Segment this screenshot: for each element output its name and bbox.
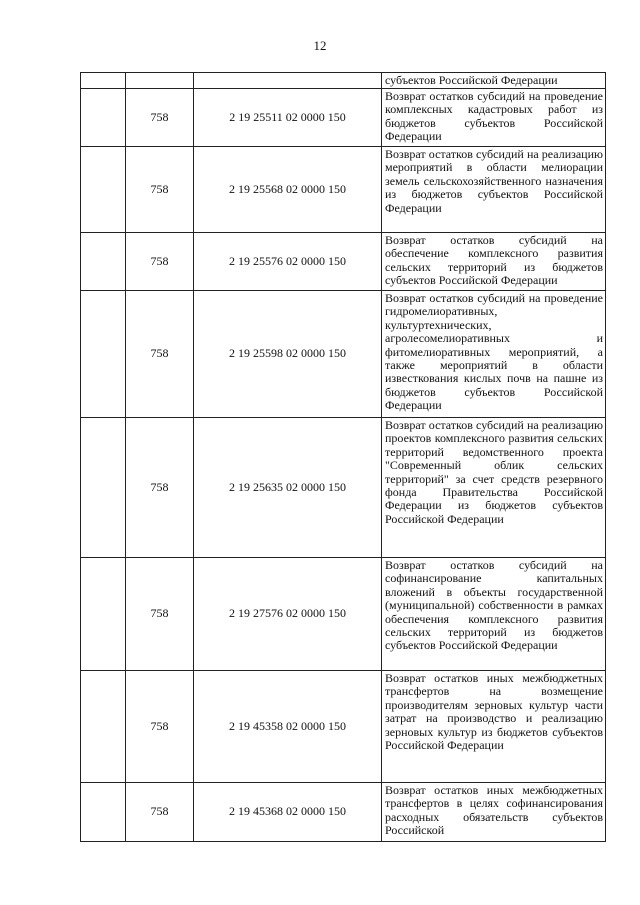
table-row [81,671,606,783]
budget-code-cell: 2 19 45368 02 0000 150 [194,783,382,842]
admin-code-cell [126,73,194,89]
table-row [81,89,606,147]
admin-code-cell: 758 [126,291,194,418]
row-number-cell [81,558,126,671]
income-name-cell: Возврат остатков субсидий на обеспечение комплексного развития сельских территорий из бюджетов субъектов Российской Федерации [382,233,606,291]
income-name-cell: Возврат остатков субсидий на реализацию проектов комплексного развития сельских территорий ведомственного проекта "Современный облик сельских территорий" за счет средств резервного фонда Правительства Российской Федерации из бюджетов субъектов Российской Федерации [382,418,606,558]
admin-code-cell: 758 [126,233,194,291]
page-number: 12 [313,38,327,53]
row-number-cell [81,291,126,418]
row-number-cell [81,671,126,783]
row-number-cell [81,147,126,233]
table-row [81,233,606,291]
budget-code-cell: 2 19 45358 02 0000 150 [194,671,382,783]
budget-code-cell: 2 19 27576 02 0000 150 [194,558,382,671]
table-row [81,783,606,842]
income-name-cell: Возврат остатков субсидий на проведение гидромелиоративных, культуртехнических, агролесомелиоративных и фитомелиоративных мероприятий, а также мероприятий в области известкования кислых почв на пашне из бюджетов субъектов Российской Федерации [382,291,606,418]
budget-code-cell: 2 19 25598 02 0000 150 [194,291,382,418]
admin-code-cell: 758 [126,147,194,233]
table-row [81,73,606,89]
admin-code-cell: 758 [126,671,194,783]
income-name-cell: Возврат остатков субсидий на софинансирование капитальных вложений в объекты государственной (муниципальной) собственности в рамках обеспечения комплексного развития сельских территорий из бюджетов субъектов Российской Федерации [382,558,606,671]
table-row [81,558,606,671]
budget-code-cell [194,73,382,89]
table-row [81,291,606,418]
row-number-cell [81,73,126,89]
budget-code-cell: 2 19 25576 02 0000 150 [194,233,382,291]
admin-code-cell: 758 [126,783,194,842]
budget-code-cell: 2 19 25635 02 0000 150 [194,418,382,558]
income-name-cell: Возврат остатков субсидий на реализацию мероприятий в области мелиорации земель сельскохозяйственного назначения из бюджетов субъектов Российской Федерации [382,147,606,233]
income-name-cell: субъектов Российской Федерации [382,73,606,89]
budget-codes-table [80,72,606,842]
table-row [81,418,606,558]
income-name-cell: Возврат остатков иных межбюджетных трансфертов на возмещение производителям зерновых культур части затрат на производство и реализацию зерновых культур из бюджетов субъектов Российской Федерации [382,671,606,783]
table-row [81,147,606,233]
income-name-cell: Возврат остатков субсидий на проведение комплексных кадастровых работ из бюджетов субъектов Российской Федерации [382,89,606,147]
admin-code-cell: 758 [126,418,194,558]
admin-code-cell: 758 [126,558,194,671]
budget-code-cell: 2 19 25568 02 0000 150 [194,147,382,233]
row-number-cell [81,418,126,558]
admin-code-cell: 758 [126,89,194,147]
row-number-cell [81,783,126,842]
row-number-cell [81,233,126,291]
income-name-cell: Возврат остатков иных межбюджетных трансфертов в целях софинансирования расходных обязательств субъектов Российской [382,783,606,842]
row-number-cell [81,89,126,147]
budget-code-cell: 2 19 25511 02 0000 150 [194,89,382,147]
